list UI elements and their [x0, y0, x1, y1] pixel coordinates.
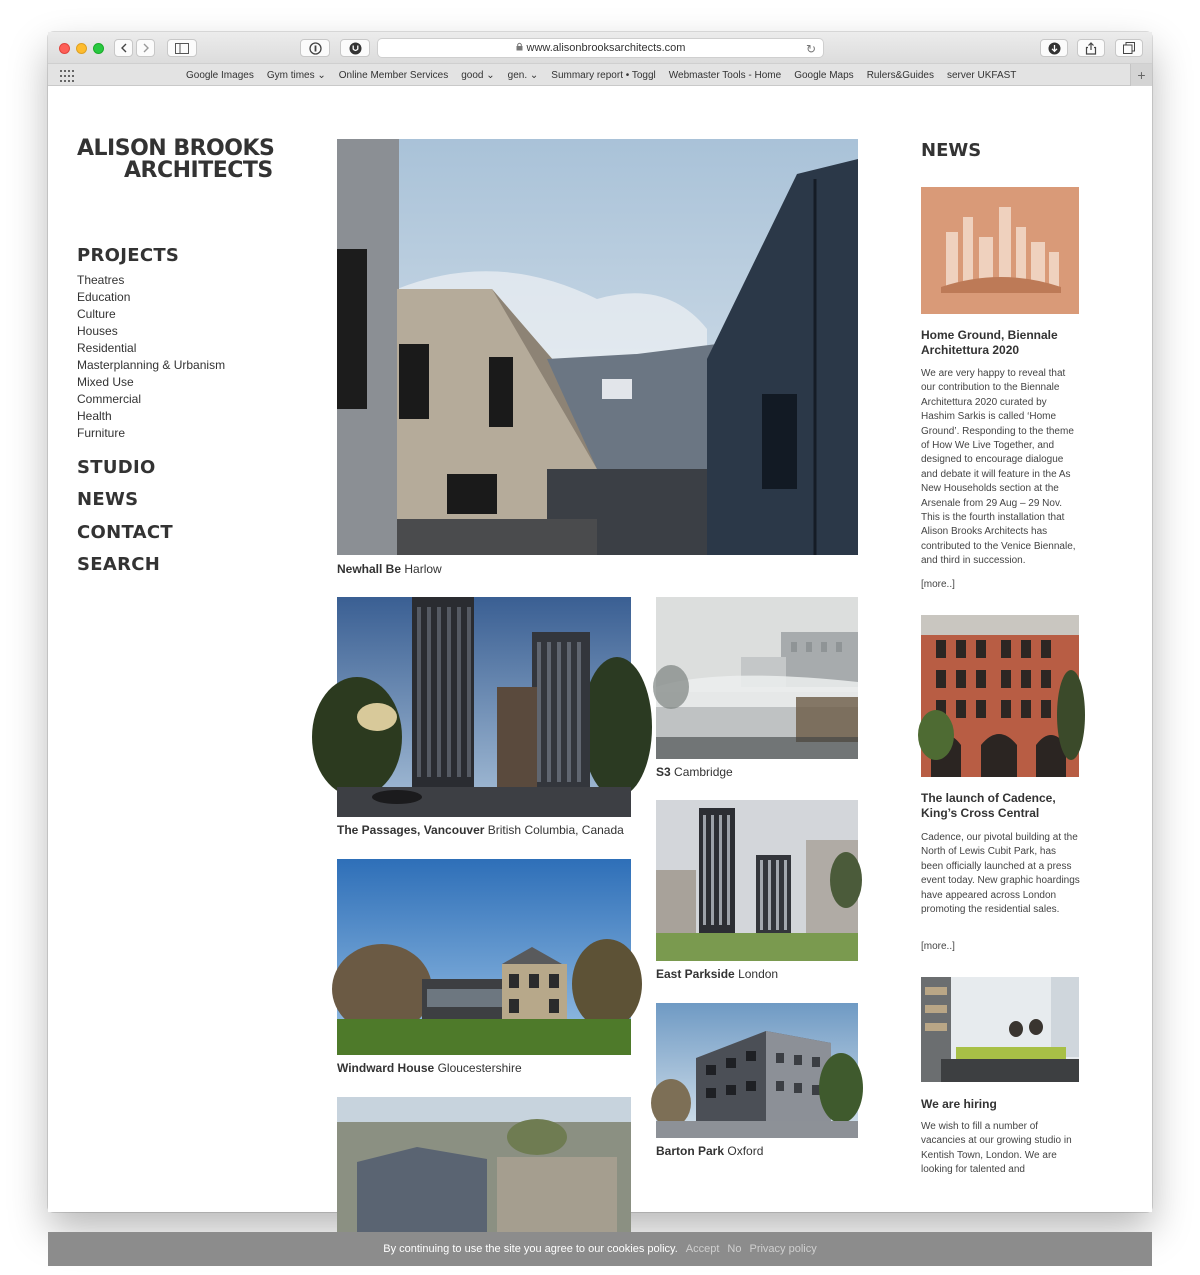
news-item-title[interactable]: We are hiring [921, 1097, 997, 1111]
project-name: The Passages, Vancouver [337, 823, 485, 837]
news-item-body: Cadence, our pivotal building at the North of Lewis Cubit Park, has been officially launched at a press event today. New graphic hoardings have appeared across London promoting the residential sales. [921, 832, 1080, 916]
bookmark-item[interactable]: Google Maps [794, 69, 854, 81]
project-image-windward-house[interactable] [337, 859, 631, 1055]
cookie-banner [48, 1232, 1152, 1266]
address-bar[interactable] [377, 38, 824, 58]
news-item-title[interactable]: The launch of Cadence, King’s Cross Central [921, 791, 1056, 820]
url-text: www.alisonbrooksarchitects.com [526, 42, 686, 54]
project-name: Newhall Be [337, 562, 402, 576]
logo-line-1: ALISON BROOKS [77, 136, 275, 161]
project-image-newhall-be[interactable] [337, 139, 858, 555]
cookie-no-link[interactable]: No [727, 1243, 742, 1255]
bookmark-item[interactable]: good ⌄ [461, 69, 495, 81]
zoom-window-button[interactable] [93, 43, 104, 54]
sidebar-icon [175, 43, 189, 54]
project-name: Windward House [337, 1061, 435, 1075]
project-location: Gloucestershire [437, 1061, 522, 1075]
new-tab-plus-icon[interactable]: + [1130, 64, 1152, 86]
project-caption[interactable] [656, 765, 733, 779]
news-image-hiring[interactable] [921, 977, 1079, 1082]
project-location: British Columbia, Canada [487, 823, 624, 837]
project-caption[interactable] [656, 1144, 763, 1158]
nav-category-item[interactable]: Residential [77, 341, 137, 355]
project-caption[interactable] [337, 562, 442, 576]
nav-category-item[interactable]: Health [77, 409, 112, 423]
project-name: Barton Park [656, 1144, 725, 1158]
bookmark-item[interactable]: Rulers&Guides [866, 69, 934, 81]
news-heading: NEWS [921, 140, 982, 161]
web-page [48, 86, 1152, 1255]
cookie-accept-link[interactable]: Accept [685, 1243, 720, 1255]
minimize-window-button[interactable] [76, 43, 87, 54]
bookmark-item[interactable]: Summary report • Toggl [551, 69, 656, 81]
shield-u-icon [349, 42, 362, 55]
nav-category-item[interactable]: Commercial [77, 392, 142, 406]
project-location: London [738, 967, 779, 981]
project-image-next[interactable] [337, 1097, 631, 1237]
bookmark-item[interactable]: server UKFAST [946, 69, 1017, 81]
chevron-left-icon [120, 43, 128, 53]
sidebar-toggle-button[interactable] [167, 39, 197, 57]
nav-category-item[interactable]: Mixed Use [77, 375, 134, 389]
news-item-body: We wish to fill a number of vacancies at our growing studio in Kentish Town, London. We are looking for talented and [921, 1121, 1072, 1176]
nav-category-item[interactable]: Houses [77, 324, 118, 338]
reload-icon[interactable]: ↻ [805, 42, 816, 56]
project-image-s3[interactable] [656, 597, 858, 759]
nav-category-item[interactable]: Theatres [77, 273, 125, 287]
back-button[interactable] [114, 39, 133, 57]
password-manager-icon [309, 42, 322, 55]
news-more-link[interactable]: [more..] [921, 579, 955, 590]
nav-category-item[interactable]: Masterplanning & Urbanism [77, 358, 226, 372]
project-image-barton-park[interactable] [656, 1003, 858, 1138]
nav-search[interactable]: SEARCH [77, 554, 161, 575]
project-location: Harlow [404, 562, 442, 576]
news-image-home-ground[interactable] [921, 187, 1079, 314]
projects-category-list [77, 272, 225, 442]
nav-news[interactable]: NEWS [77, 489, 139, 510]
project-image-east-parkside[interactable] [656, 800, 858, 961]
project-name: S3 [656, 765, 671, 779]
downloads-button[interactable] [1040, 39, 1068, 57]
bookmark-item[interactable]: Google Images [186, 69, 254, 81]
share-button[interactable] [1077, 39, 1105, 57]
bookmark-item[interactable]: Webmaster Tools - Home [668, 69, 782, 81]
news-item-title[interactable]: Home Ground, Biennale Architettura 2020 [921, 328, 1058, 357]
privacy-policy-link[interactable]: Privacy policy [749, 1243, 817, 1255]
nav-projects[interactable]: PROJECTS [77, 245, 180, 266]
bookmarks-bar [48, 64, 1152, 86]
download-icon [1048, 42, 1061, 55]
nav-contact[interactable]: CONTACT [77, 522, 173, 543]
project-caption[interactable] [337, 1061, 522, 1075]
nav-category-item[interactable]: Education [77, 290, 131, 304]
bookmark-item[interactable]: gen. ⌄ [507, 69, 539, 81]
lock-icon [516, 42, 523, 54]
nav-category-item[interactable]: Culture [77, 307, 116, 321]
apps-grid-icon[interactable] [60, 69, 74, 81]
bookmark-item[interactable]: Online Member Services [338, 69, 449, 81]
tabs-icon [1123, 42, 1135, 54]
project-location: Cambridge [674, 765, 733, 779]
project-location: Oxford [727, 1144, 764, 1158]
forward-button[interactable] [136, 39, 155, 57]
extension-ublock-button[interactable] [340, 39, 370, 57]
close-window-button[interactable] [59, 43, 70, 54]
site-logo[interactable] [77, 138, 282, 182]
project-name: East Parkside [656, 967, 735, 981]
tabs-overview-button[interactable] [1115, 39, 1143, 57]
browser-toolbar [48, 32, 1152, 64]
extension-1password-button[interactable] [300, 39, 330, 57]
news-image-cadence[interactable] [921, 615, 1079, 777]
bookmarks-list [186, 64, 1029, 86]
share-icon [1085, 42, 1097, 55]
news-more-link[interactable]: [more..] [921, 941, 955, 952]
logo-line-2: ARCHITECTS [124, 158, 273, 183]
nav-category-item[interactable]: Furniture [77, 426, 126, 440]
chevron-right-icon [142, 43, 150, 53]
project-caption[interactable] [656, 967, 778, 981]
project-image-the-passages[interactable] [337, 597, 631, 817]
project-caption[interactable] [337, 823, 624, 837]
cookie-text: By continuing to use the site you agree to our cookies policy. [383, 1243, 678, 1255]
nav-studio[interactable]: STUDIO [77, 457, 156, 478]
bookmark-item[interactable]: Gym times ⌄ [266, 69, 326, 81]
news-item-body: We are very happy to reveal that our contribution to the Biennale Architettura 2020 curated by Hashim Sarkis is called ‘Home Ground’. Responding to the theme of How We Live Together, and designed to encourage dialogue and debate it will feature in the As New Households section at the Arsenale from 29 Aug – 29 Nov. This is the fourth installation that Alison Brooks Architects has contributed to the Venice Biennale, and third in succession. [921, 368, 1076, 567]
browser-window [48, 32, 1152, 1255]
